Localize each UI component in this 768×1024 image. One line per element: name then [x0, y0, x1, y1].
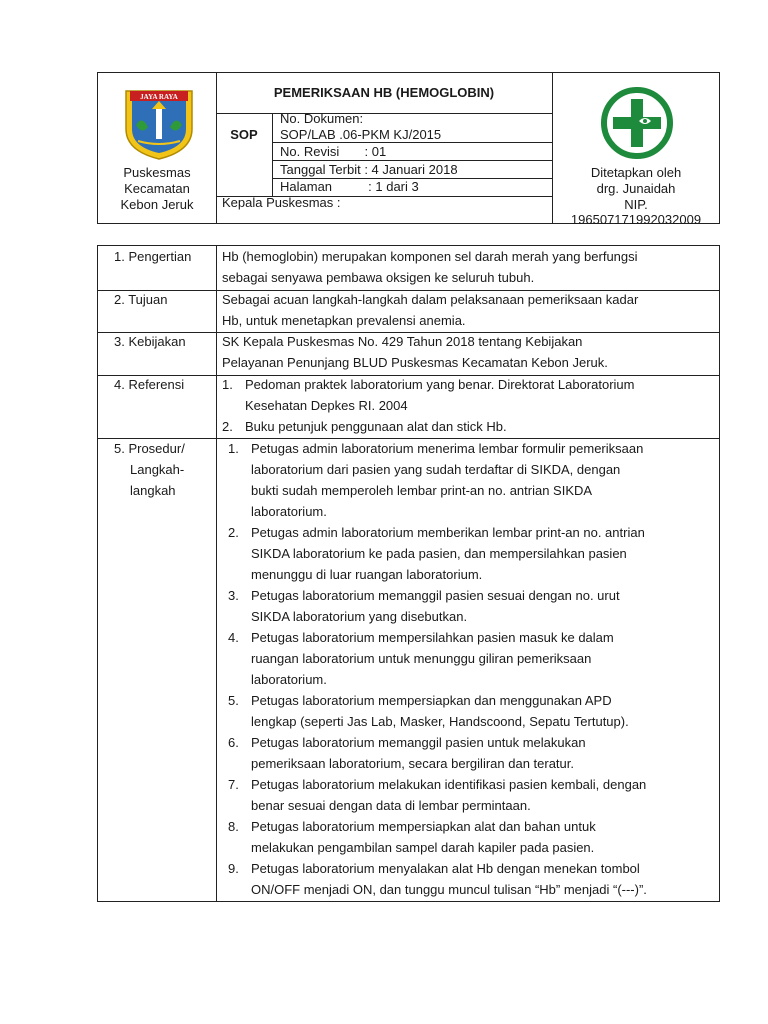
step-1-line-3: bukti sudah memperoleh lembar print-an no. antrian SIKDA [251, 483, 593, 498]
doc-number-label: No. Dokumen: [280, 111, 364, 126]
step-6-number: 6. [228, 735, 239, 750]
referensi-item-1-line-2: Kesehatan Depkes RI. 2004 [245, 398, 408, 413]
page-number: Halaman : 1 dari 3 [280, 179, 419, 194]
step-4-line-1: Petugas laboratorium mempersilahkan pasien masuk ke dalam [251, 630, 614, 645]
step-1-line-1: Petugas admin laboratorium menerima lembar formulir pemeriksaan [251, 441, 644, 456]
step-7-number: 7. [228, 777, 239, 792]
referensi-item-1-number: 1. [222, 377, 233, 392]
referensi-item-1-line-1: Pedoman praktek laboratorium yang benar. Direktorat Laboratorium [245, 377, 635, 392]
step-7-line-2: benar sesuai dengan data di lembar permintaan. [251, 798, 531, 813]
kebijakan-line-2: Pelayanan Penunjang BLUD Puskesmas Kecamatan Kebon Jeruk. [222, 355, 608, 370]
step-1-number: 1. [228, 441, 239, 456]
label-column-divider [216, 246, 217, 901]
step-3-line-2: SIKDA laboratorium yang disebutkan. [251, 609, 468, 624]
referensi-item-2-number: 2. [222, 419, 233, 434]
sop-content-table [97, 245, 720, 902]
step-9-number: 9. [228, 861, 239, 876]
step-7-line-1: Petugas laboratorium melakukan identifikasi pasien kembali, dengan [251, 777, 647, 792]
step-8-line-2: melakukan pengambilan sampel darah kapiler pada pasien. [251, 840, 595, 855]
step-8-line-1: Petugas laboratorium mempersiapkan alat dan bahan untuk [251, 819, 596, 834]
sop-header-table [97, 72, 720, 227]
revision-number: No. Revisi : 01 [280, 144, 387, 159]
prosedur-label-line-2: Langkah- [130, 462, 185, 477]
step-5-line-2: lengkap (seperti Jas Lab, Masker, Handscoond, Sepatu Tertutup). [251, 714, 629, 729]
step-1-line-4: laboratorium. [251, 504, 327, 519]
step-2-number: 2. [228, 525, 239, 540]
jaya-raya-emblem-icon [120, 85, 198, 161]
doc-row-line-2 [272, 160, 552, 161]
kebijakan-label: 3. Kebijakan [114, 334, 186, 349]
approved-by-label: Ditetapkan oleh [590, 165, 682, 180]
step-3-number: 3. [228, 588, 239, 603]
step-5-line-1: Petugas laboratorium mempersiapkan dan menggunakan APD [251, 693, 612, 708]
prosedur-label-line-1: 5. Prosedur/ [114, 441, 185, 456]
referensi-item-2-line-1: Buku petunjuk penggunaan alat dan stick Hb. [245, 419, 507, 434]
pengertian-line-1: Hb (hemoglobin) merupakan komponen sel darah merah yang berfungsi [222, 249, 638, 264]
step-4-number: 4. [228, 630, 239, 645]
step-4-line-3: laboratorium. [251, 672, 327, 687]
step-4-line-2: ruangan laboratorium untuk menunggu giliran pemeriksaan [251, 651, 592, 666]
emblem-label: JAYA RAYA [140, 93, 178, 101]
org-line-3: Kebon Jeruk [120, 197, 194, 212]
title-divider [216, 113, 552, 114]
referensi-label: 4. Referensi [114, 377, 185, 392]
tujuan-label: 2. Tujuan [114, 292, 168, 307]
doc-number-value: SOP/LAB .06-PKM KJ/2015 [280, 127, 442, 142]
pengertian-label: 1. Pengertian [114, 249, 192, 264]
step-2-line-1: Petugas admin laboratorium memberikan lembar print-an no. antrian [251, 525, 645, 540]
step-8-number: 8. [228, 819, 239, 834]
tujuan-line-2: Hb, untuk menetapkan prevalensi anemia. [222, 313, 466, 328]
pengertian-line-2: sebagai senyawa pembawa oksigen ke seluruh tubuh. [222, 270, 535, 285]
step-2-line-2: SIKDA laboratorium ke pada pasien, dan mempersilahkan pasien [251, 546, 627, 561]
step-5-number: 5. [228, 693, 239, 708]
sop-label: SOP [230, 127, 258, 142]
approver-name: drg. Junaidah [596, 181, 676, 196]
step-9-line-2: ON/OFF menjadi ON, dan tunggu muncul tulisan “Hb” menjadi “(---)”. [251, 882, 647, 897]
step-6-line-2: pemeriksaan laboratorium, secara bergiliran dan teratur. [251, 756, 575, 771]
step-3-line-1: Petugas laboratorium memanggil pasien sesuai dengan no. urut [251, 588, 620, 603]
health-cross-logo-icon [597, 85, 677, 161]
step-1-line-2: laboratorium dari pasien yang sudah terdaftar di SIKDA, dengan [251, 462, 621, 477]
nip-label: NIP. [624, 197, 648, 212]
step-2-line-3: menunggu di luar ruangan laboratorium. [251, 567, 483, 582]
org-line-2: Kecamatan [124, 181, 190, 196]
kebijakan-line-1: SK Kepala Puskesmas No. 429 Tahun 2018 tentang Kebijakan [222, 334, 583, 349]
step-6-line-1: Petugas laboratorium memanggil pasien untuk melakukan [251, 735, 586, 750]
nip-value: 196507171992032009 [570, 212, 702, 227]
sop-divider [272, 113, 273, 196]
org-line-1: Puskesmas [123, 165, 191, 180]
head-of-puskesmas-label: Kepala Puskesmas : [222, 195, 341, 210]
issue-date: Tanggal Terbit : 4 Januari 2018 [280, 162, 458, 177]
prosedur-label-line-3: langkah [130, 483, 176, 498]
tujuan-line-1: Sebagai acuan langkah-langkah dalam pelaksanaan pemeriksaan kadar [222, 292, 639, 307]
document-title: PEMERIKSAAN HB (HEMOGLOBIN) [273, 85, 495, 100]
step-9-line-1: Petugas laboratorium menyalakan alat Hb dengan menekan tombol [251, 861, 640, 876]
